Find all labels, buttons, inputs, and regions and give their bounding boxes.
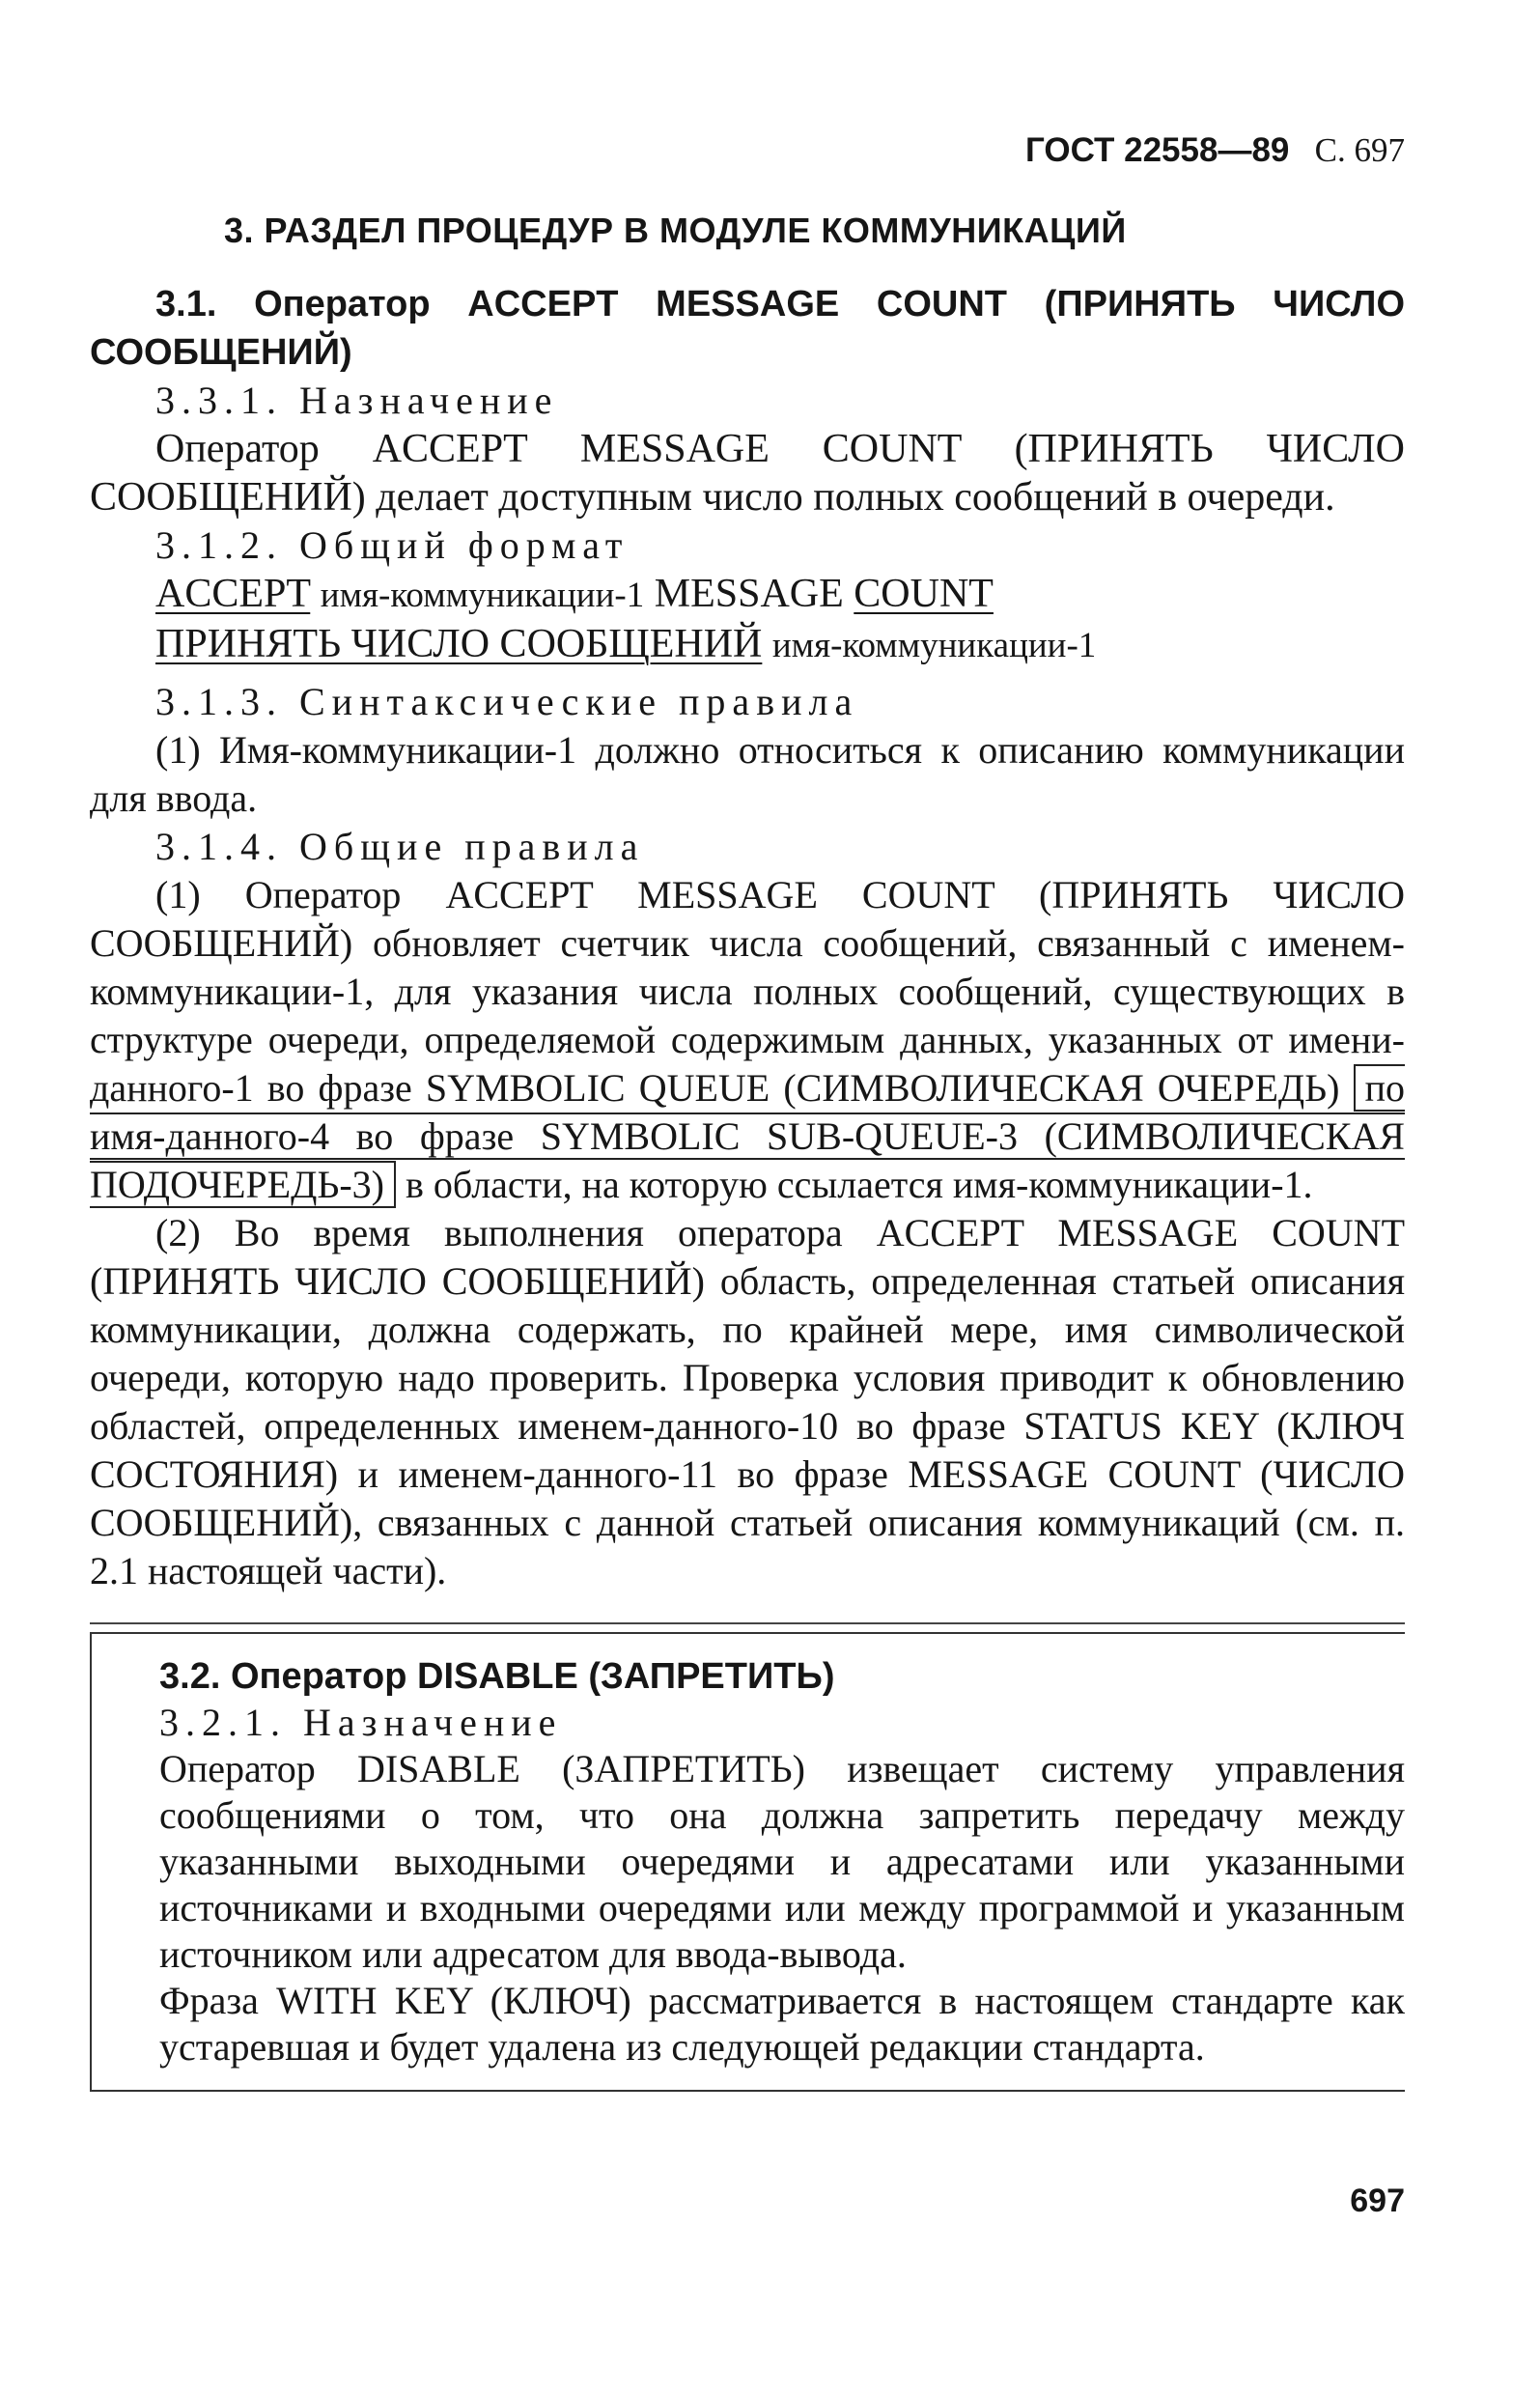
- section-3-1: [90, 280, 1405, 1595]
- heading-3-1-3: 3.1.3. Синтаксические правила: [155, 680, 859, 723]
- heading-3-1: 3.1. Оператор ACCEPT MESSAGE COUNT (ПРИНЯТЬ ЧИСЛО СООБЩЕНИЙ): [90, 284, 1405, 373]
- page-number: 697: [1350, 2183, 1405, 2219]
- general-format-line-1: ACCEPT имя-коммуникации-1 MESSAGE COUNT: [155, 572, 994, 616]
- optional-clause-box: по имя-данного-4 во фразе SYMBOLIC SUB-QUEUE-3 (СИМВОЛИЧЕСКАЯ ПОДОЧЕРЕДЬ-3): [90, 1066, 1406, 1206]
- heading-3-1-4: 3.1.4. Общие правила: [155, 825, 645, 868]
- para-3-1-1: Оператор ACCEPT MESSAGE COUNT (ПРИНЯТЬ ЧИСЛО СООБЩЕНИЙ) делает доступным число полных сообщений в очереди.: [90, 427, 1405, 520]
- page-ref: С. 697: [1314, 131, 1405, 169]
- heading-3-2-1: 3.2.1. Назначение: [159, 1701, 563, 1744]
- standard-id: ГОСТ 22558—89: [1025, 131, 1290, 169]
- section-3-2-box: [90, 1632, 1405, 2092]
- section-title: 3. РАЗДЕЛ ПРОЦЕДУР В МОДУЛЕ КОММУНИКАЦИЙ: [224, 211, 1127, 250]
- para-3-2-1: Оператор DISABLE (ЗАПРЕТИТЬ) извещает систему управления сообщениями о том, что она должна запретить передачу между указанными выходными очередями и адресатами или указанными источниками и входными очередями или между программой и указанным источником или адресатом для ввода-вывода.: [159, 1747, 1405, 1976]
- para-3-1-3: (1) Имя-коммуникации-1 должно относиться к описанию коммуникации для ввода.: [90, 728, 1405, 820]
- rule-1: (1) Оператор ACCEPT MESSAGE COUNT (ПРИНЯТЬ ЧИСЛО СООБЩЕНИЙ) обновляет счетчик числа сообщений, связанный с именем-коммуникации-1, для указания числа полных сообщений, существующих в структуре очереди, определяемой содержимым данных, указанных от имени-данного-1 во фразе SYMBOLIC QUEUE (СИМВОЛИЧЕСКАЯ ОЧЕРЕДЬ) по имя-данного-4 во фразе SYMBOLIC SUB-QUEUE-3 (СИМВОЛИЧЕСКАЯ ПОДОЧЕРЕДЬ-3) в области, на которую ссылается имя-коммуникации-1.: [90, 873, 1406, 1206]
- heading-3-1-2: 3.1.2. Общий формат: [155, 523, 630, 567]
- general-format-line-2: ПРИНЯТЬ ЧИСЛО СООБЩЕНИЙ имя-коммуникации-1: [155, 622, 1097, 666]
- heading-3-1-1: 3.3.1. Назначение: [155, 379, 559, 422]
- rule-2: (2) Во время выполнения оператора ACCEPT MESSAGE COUNT (ПРИНЯТЬ ЧИСЛО СООБЩЕНИЙ) область, определенная статьей описания коммуникации, должна содержать, по крайней мере, имя символической очереди, которую надо проверить. Проверка условия приводит к обновлению областей, определенных именем-данного-10 во фразе STATUS KEY (КЛЮЧ СОСТОЯНИЯ) и именем-данного-11 во фразе MESSAGE COUNT (ЧИСЛО СООБЩЕНИЙ), связанных с данной статьей описания коммуникаций (см. п. 2.1 настоящей части).: [90, 1211, 1405, 1592]
- note-with-key: Фраза WITH KEY (КЛЮЧ) рассматривается в настоящем стандарте как устаревшая и будет удалена из следующей редакции стандарта.: [159, 1979, 1405, 2069]
- running-head: [1025, 131, 1405, 170]
- divider-top: [90, 1622, 1405, 1624]
- heading-3-2: 3.2. Оператор DISABLE (ЗАПРЕТИТЬ): [159, 1656, 835, 1697]
